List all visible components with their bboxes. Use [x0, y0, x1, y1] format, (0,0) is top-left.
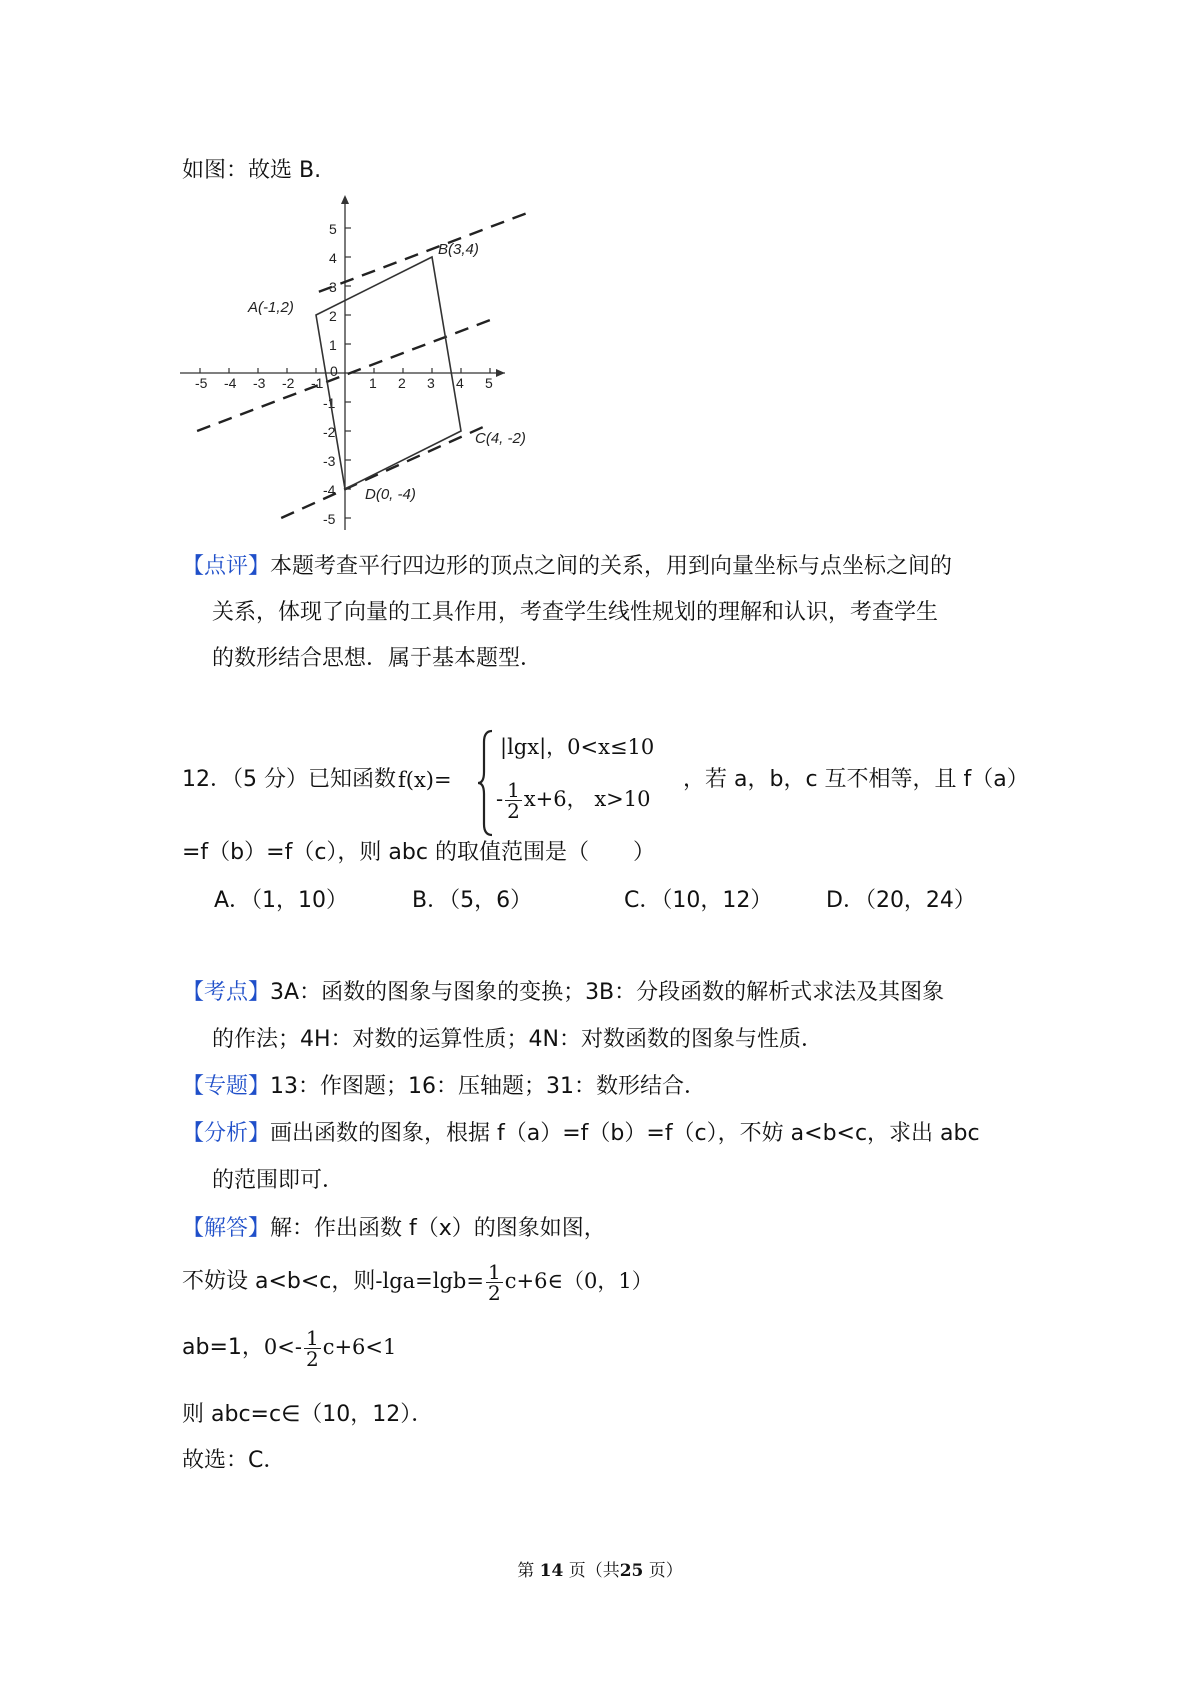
q12-option-c: C．（10，12） — [624, 888, 773, 913]
comment-line-3: 的数形结合思想．属于基本题型． — [212, 646, 543, 671]
jieda-line-4: 则 abc=c∈（10，12）． — [182, 1402, 434, 1427]
y-tick-label: -5 — [323, 511, 336, 527]
y-tick-label: -3 — [323, 453, 336, 469]
q12-option-a: A．（1，10） — [214, 888, 349, 913]
y-axis-arrow — [341, 195, 349, 204]
y-tick-label: 0 — [330, 363, 338, 379]
jieda-line-5: 故选：C． — [182, 1448, 286, 1473]
y-tick-label: -2 — [323, 424, 336, 440]
fenxi-line-2: 的范围即可． — [212, 1168, 345, 1193]
y-tick-label: 1 — [329, 337, 337, 353]
piecewise-brace — [476, 728, 496, 838]
fenxi-tag: 【分析】 — [182, 1121, 271, 1146]
x-tick-label: 4 — [456, 375, 464, 391]
y-tick-label: -1 — [323, 395, 336, 411]
point-label: A(-1,2) — [248, 299, 294, 316]
x-tick-label: 2 — [398, 375, 406, 391]
coordinate-graph — [180, 195, 540, 535]
q12-prefix: 12．（5 分）已知函数 — [182, 767, 396, 792]
x-tick-label: -3 — [253, 375, 266, 391]
comment-line-2: 关系，体现了向量的工具作用，考查学生线性规划的理解和认识，考查学生 — [212, 600, 939, 625]
jieda-line-2: 不妨设 a<b<c，则-lga=lgb= $\frac{1}{2}$ c+6∈（0，1） — [182, 1259, 653, 1305]
page-footer: 第 14 页（共25 页） — [517, 1561, 683, 1581]
point-label: C(4, -2) — [475, 430, 526, 447]
dashed-line — [319, 211, 534, 292]
comment-tag: 【点评】 — [182, 554, 271, 579]
comment-line-1: 【点评】本题考查平行四边形的顶点之间的关系，用到向量坐标与点坐标之间的 — [182, 554, 953, 579]
jieda-line-2-fraction: $\frac{1}{2}$ — [487, 1259, 501, 1305]
x-tick-label: -5 — [195, 375, 208, 391]
intro-line: 如图：故选 B. — [182, 158, 322, 183]
q12-case-2: - $\frac{1}{2}$ x+6， x>10 — [496, 778, 651, 823]
q12-suffix: ，若 a，b，c 互不相等，且 f（a） — [683, 767, 1029, 792]
x-tick-label: 3 — [427, 375, 435, 391]
q12-line-2: =f（b）=f（c），则 abc 的取值范围是（ ） — [182, 840, 655, 865]
point-label: B(3,4) — [438, 241, 479, 258]
y-tick-label: 2 — [329, 308, 337, 324]
q12-option-d: D．（20，24） — [826, 888, 976, 913]
x-tick-label: -1 — [311, 375, 324, 391]
x-tick-label: -4 — [224, 375, 237, 391]
x-axis-arrow — [496, 369, 505, 377]
jieda-line-3: ab=1，0<- $\frac{1}{2}$ c+6<1 — [182, 1325, 397, 1371]
q12-case-2-fraction: $\frac{1}{2}$ — [507, 778, 520, 823]
jieda-line-3-fraction: $\frac{1}{2}$ — [305, 1325, 319, 1371]
y-tick-label: 5 — [329, 221, 337, 237]
x-tick-label: 5 — [485, 375, 493, 391]
y-tick-label: 3 — [329, 279, 337, 295]
y-tick-label: 4 — [329, 250, 337, 266]
y-tick-label: -4 — [323, 482, 336, 498]
fenxi-line-1: 【分析】画出函数的图象，根据 f（a）=f（b）=f（c），不妨 a<b<c，求出 abc — [182, 1121, 980, 1146]
kaodian-line-1: 【考点】3A：函数的图象与图象的变换；3B：分段函数的解析式求法及其图象 — [182, 980, 945, 1005]
q12-fx: f(x)= — [398, 768, 452, 792]
jieda-line-1: 【解答】解：作出函数 f（x）的图象如图， — [182, 1216, 606, 1241]
q12-case-1: |lgx|，0<x≤10 — [500, 735, 655, 759]
kaodian-tag: 【考点】 — [182, 980, 271, 1005]
x-tick-label: -2 — [282, 375, 295, 391]
point-label: D(0, -4) — [365, 486, 416, 503]
dashed-line — [281, 425, 487, 518]
q12-option-b: B．（5，6） — [412, 888, 533, 913]
jieda-tag: 【解答】 — [182, 1216, 271, 1241]
zhuanti-tag: 【专题】 — [182, 1074, 271, 1099]
x-tick-label: 1 — [369, 375, 377, 391]
kaodian-line-2: 的作法；4H：对数的运算性质；4N：对数函数的图象与性质． — [212, 1027, 823, 1052]
zhuanti-line: 【专题】13：作图题；16：压轴题；31：数形结合． — [182, 1074, 706, 1099]
